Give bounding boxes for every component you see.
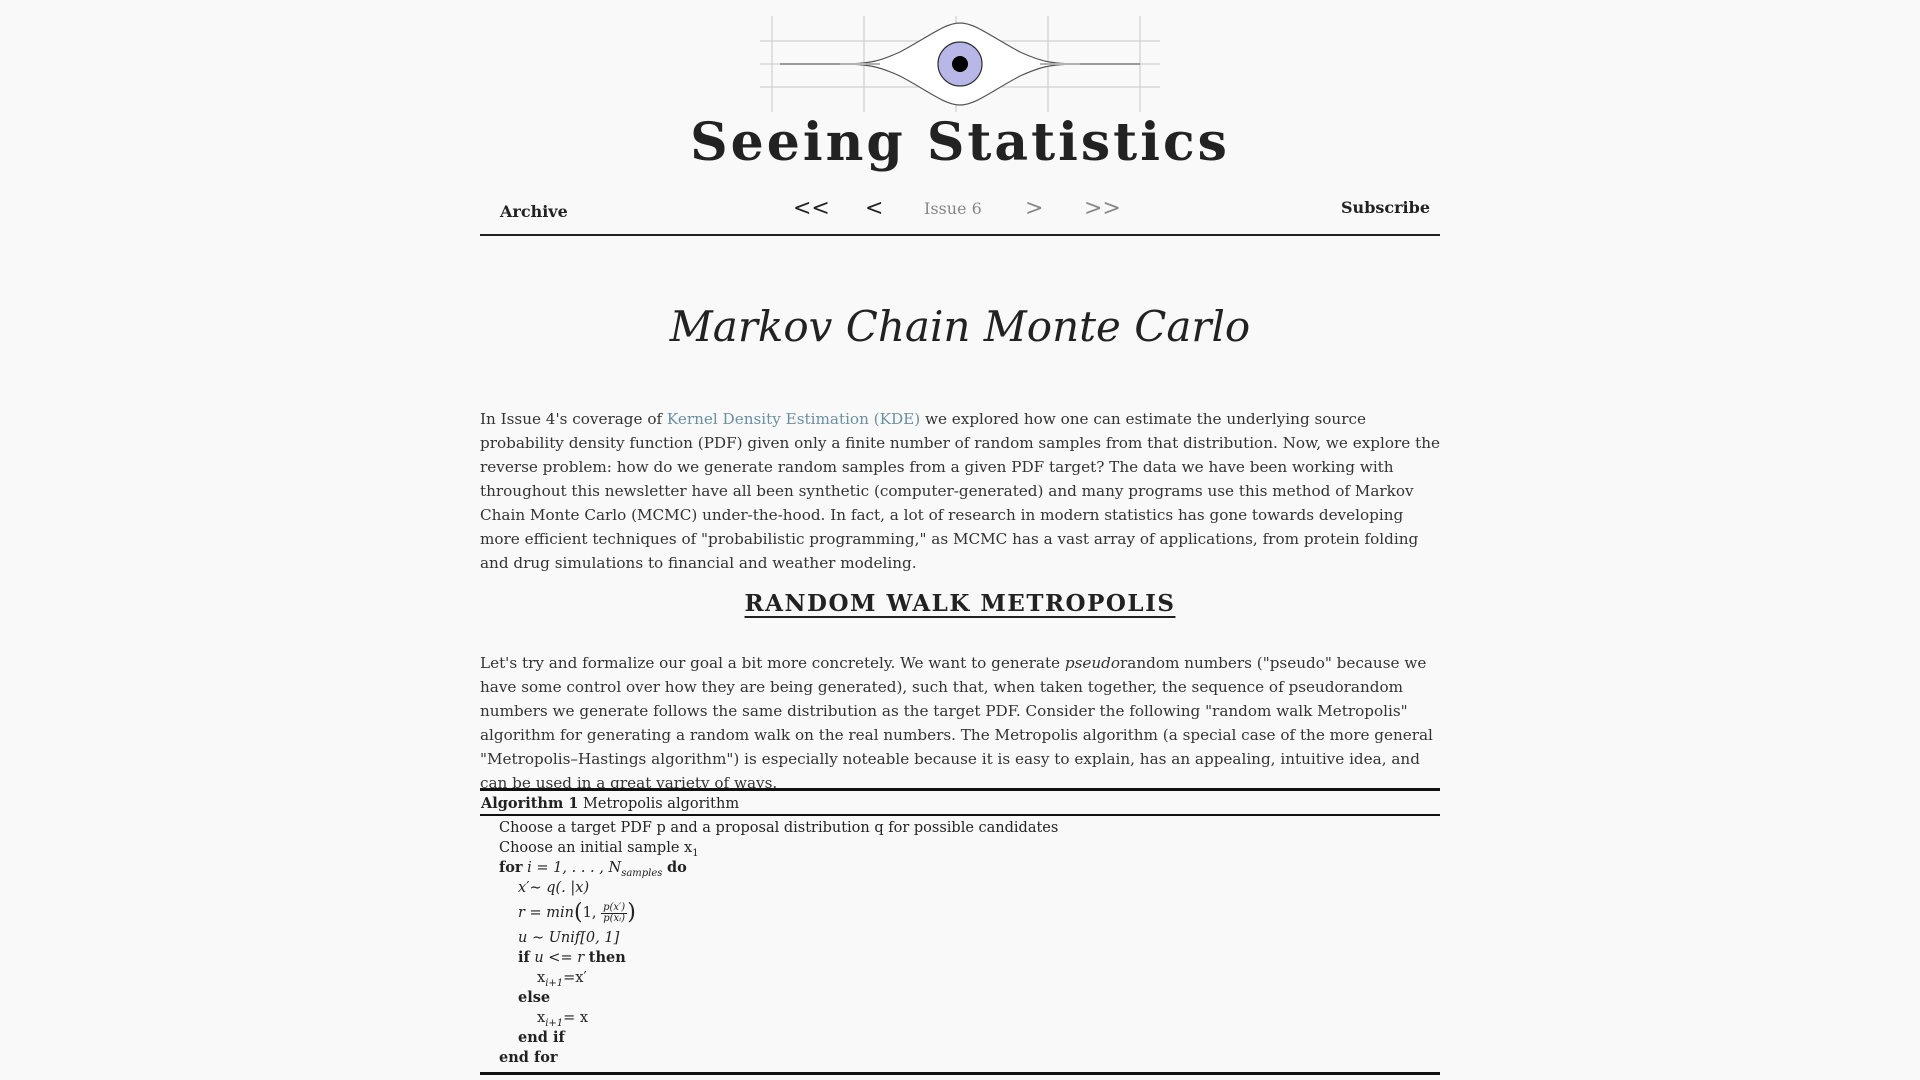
previous-issue-link[interactable]: < bbox=[865, 196, 884, 221]
subscribe-link[interactable]: Subscribe bbox=[1341, 198, 1430, 217]
algo-line-initial-sample bbox=[480, 838, 1440, 858]
issue-navigation bbox=[480, 190, 1440, 236]
intro-text-end: we explored how one can estimate the underlying source probability density function (PDF) given only a finite number of random samples from that distribution. Now, we explore the reverse problem: how do we generate random samples from a given PDF target? The data we have been working with throughout this newsletter have all been synthetic (computer-generated) and many programs use this method of Markov Chain Monte Carlo (MCMC) under-the-hood. In fact, a lot of research in modern statistics has gone towards developing more efficient techniques of "probabilistic programming," as MCMC has a vast array of applications, from protein folding and drug simulations to financial and weather modeling. bbox=[480, 410, 1440, 572]
fraction-numerator: p(x′) bbox=[603, 901, 626, 913]
pupil-icon bbox=[952, 56, 968, 72]
site-title: Seeing Statistics bbox=[690, 112, 1230, 173]
algo-line-ratio bbox=[480, 898, 1440, 928]
left-paren: ( bbox=[574, 900, 583, 925]
algorithm-box bbox=[480, 788, 1440, 1075]
algo-math: x bbox=[537, 1010, 546, 1026]
algo-subscript: i+1 bbox=[545, 977, 564, 989]
para2-text-end: random numbers ("pseudo" because we have some control over how they are being generated), such that, when taken together, the sequence of pseudorandom numbers we generate follows the same distribution as the target PDF. Consider the following "random walk Metropolis" algorithm for generating a random walk on the real numbers. The Metropolis algorithm (a special case of the more general "Metropolis–Hastings algorithm") is especially noteable because it is easy to explain, has an appealing, intuitive idea, and can be used in a great variety of ways. bbox=[480, 654, 1433, 792]
algo-math: x bbox=[537, 970, 546, 986]
algo-keyword: do bbox=[667, 859, 687, 876]
ratio-fraction bbox=[601, 903, 627, 924]
algorithm-name: Metropolis algorithm bbox=[583, 796, 740, 812]
algo-math: r = min bbox=[518, 905, 575, 921]
algo-math: = x bbox=[563, 1010, 589, 1026]
algo-line-end-if bbox=[480, 1028, 1440, 1048]
intro-text-start: In Issue 4's coverage of bbox=[480, 410, 667, 428]
metropolis-paragraph bbox=[480, 651, 1440, 795]
algo-keyword: for bbox=[499, 859, 523, 876]
article-title: Markov Chain Monte Carlo bbox=[669, 302, 1251, 351]
last-issue-link[interactable]: >> bbox=[1084, 196, 1121, 221]
algo-line-if bbox=[480, 948, 1440, 968]
algo-subscript: 1 bbox=[692, 847, 699, 859]
algo-math: =x′ bbox=[563, 970, 587, 986]
algo-line-reject bbox=[480, 1008, 1440, 1028]
algorithm-body bbox=[480, 816, 1440, 1072]
algo-subscript: samples bbox=[621, 867, 663, 879]
algo-line-for bbox=[480, 858, 1440, 878]
first-issue-link[interactable]: << bbox=[793, 196, 830, 221]
archive-link[interactable]: Archive bbox=[500, 202, 568, 221]
algo-keyword: else bbox=[518, 989, 551, 1006]
algo-math: u <= r bbox=[534, 950, 585, 966]
fraction-denominator: p(xᵢ) bbox=[603, 912, 626, 924]
para2-text-start: Let's try and formalize our goal a bit more concretely. We want to generate bbox=[480, 654, 1065, 672]
algo-text: Choose a target PDF p and a proposal distribution q for possible candidates bbox=[499, 820, 1059, 836]
algo-text: Choose an initial sample x bbox=[499, 840, 693, 856]
algorithm-label: Algorithm 1 bbox=[481, 795, 579, 812]
current-issue-label: Issue 6 bbox=[924, 199, 982, 218]
section-heading-text: RANDOM WALK METROPOLIS bbox=[744, 590, 1176, 617]
intro-paragraph bbox=[480, 407, 1440, 575]
algo-math: x′∼ q(. |x) bbox=[518, 880, 590, 896]
algorithm-caption bbox=[480, 791, 1440, 816]
algo-line-accept bbox=[480, 968, 1440, 988]
algo-line-uniform bbox=[480, 928, 1440, 948]
next-issue-link[interactable]: > bbox=[1025, 196, 1044, 221]
kde-issue-link[interactable]: Kernel Density Estimation (KDE) bbox=[666, 410, 921, 428]
algo-math: u ∼ Unif[0, 1] bbox=[518, 930, 620, 946]
algo-math: i = 1, . . . , N bbox=[527, 860, 622, 876]
eye-density-logo bbox=[760, 14, 1160, 114]
algo-subscript: i+1 bbox=[545, 1017, 564, 1029]
algo-line-end-for bbox=[480, 1048, 1440, 1068]
algo-keyword: if bbox=[518, 949, 530, 966]
algo-line-choose-target bbox=[480, 818, 1440, 838]
algo-math: 1, bbox=[582, 905, 597, 921]
algo-keyword: end for bbox=[499, 1049, 558, 1066]
para2-emphasis: pseudo bbox=[1064, 654, 1121, 672]
algo-line-propose bbox=[480, 878, 1440, 898]
algo-keyword: end if bbox=[518, 1029, 565, 1046]
algo-keyword: then bbox=[588, 949, 626, 966]
section-heading bbox=[0, 590, 1920, 617]
algo-line-else bbox=[480, 988, 1440, 1008]
right-paren: ) bbox=[627, 900, 636, 925]
